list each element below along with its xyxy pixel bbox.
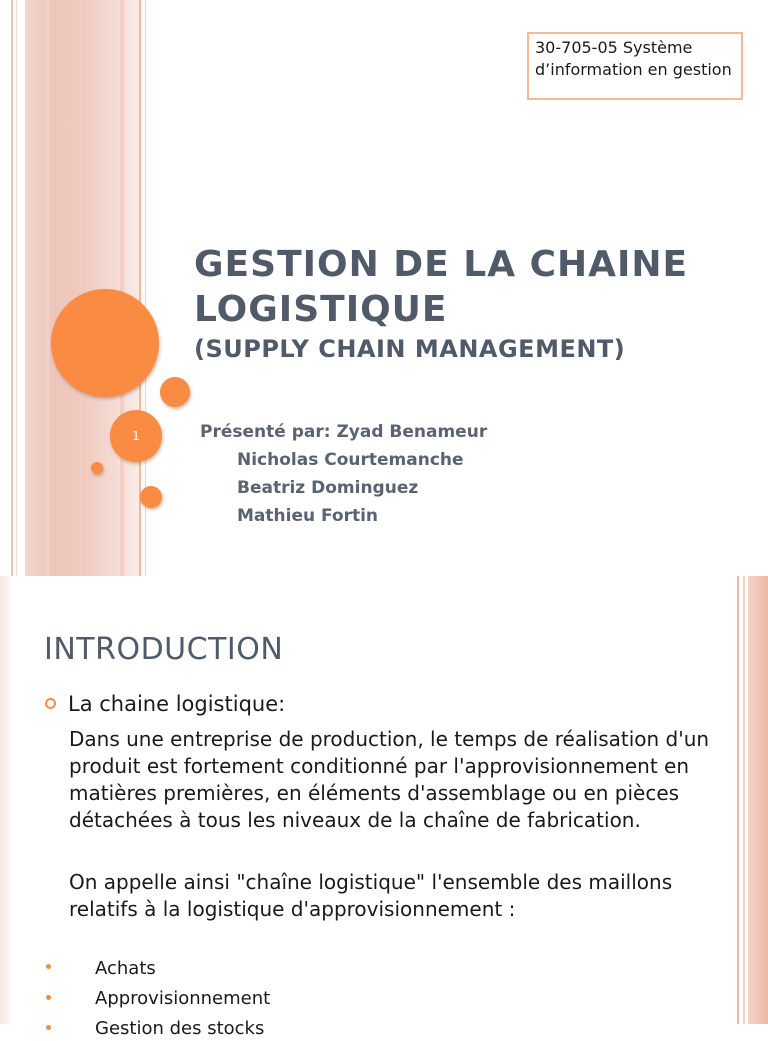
slide-title: INTRODUCTION <box>44 632 284 667</box>
course-code-box <box>527 32 743 100</box>
introduction-slide <box>0 576 768 1039</box>
slide-number: 1 <box>132 429 140 443</box>
decorative-stripe <box>16 0 17 576</box>
dot-bullet-icon <box>46 995 51 1000</box>
decorative-circle-small <box>91 462 103 474</box>
decorative-stripe <box>737 576 739 1024</box>
sub-item: Approvisionnement <box>95 988 271 1009</box>
dot-bullet-icon <box>46 964 51 969</box>
dot-bullet-icon <box>46 1025 51 1030</box>
slide-subtitle: (SUPPLY CHAIN MANAGEMENT) <box>194 335 626 363</box>
decorative-circle-large <box>51 289 159 397</box>
course-code-text: 30-705-05 Système d’information en gestion <box>535 38 732 79</box>
paragraph-1: Dans une entreprise de production, le temps de réalisation d'un produit est fortement conditionné par l'approvisionnement en matières premières, en éléments d'assemblage ou en pièces détachées à tous les niveaux de la chaîne de fabrication. <box>69 727 710 832</box>
decorative-stripe <box>120 0 124 576</box>
sub-item: Gestion des stocks <box>95 1018 265 1039</box>
decorative-stripe <box>743 576 745 1024</box>
sub-item: Achats <box>95 958 156 979</box>
decorative-stripe <box>11 0 13 576</box>
presenter-line: Mathieu Fortin <box>237 506 379 526</box>
presenter-line: Nicholas Courtemanche <box>237 450 464 470</box>
presenter-line: Beatriz Dominguez <box>237 478 419 498</box>
slide-title <box>194 242 754 332</box>
decorative-left-gradient <box>0 576 14 1024</box>
title-line-2: LOGISTIQUE <box>194 289 448 330</box>
bullet-main-text: La chaine logistique: <box>68 692 286 716</box>
decorative-stripe <box>46 0 49 576</box>
presenters-list <box>200 418 487 530</box>
decorative-circle-small <box>140 486 162 508</box>
decorative-stripe <box>139 0 141 576</box>
ring-bullet-icon <box>45 698 56 709</box>
slide-number-circle <box>110 410 162 462</box>
paragraph-2: On appelle ainsi "chaîne logistique" l'ensemble des maillons relatifs à la logistique d'approvisionnement : <box>69 870 673 921</box>
decorative-circle-medium <box>160 377 190 407</box>
decorative-side-panel <box>748 576 768 1024</box>
title-line-1: GESTION DE LA CHAINE <box>194 244 689 285</box>
presenter-line: Présenté par: Zyad Benameur <box>200 422 488 442</box>
